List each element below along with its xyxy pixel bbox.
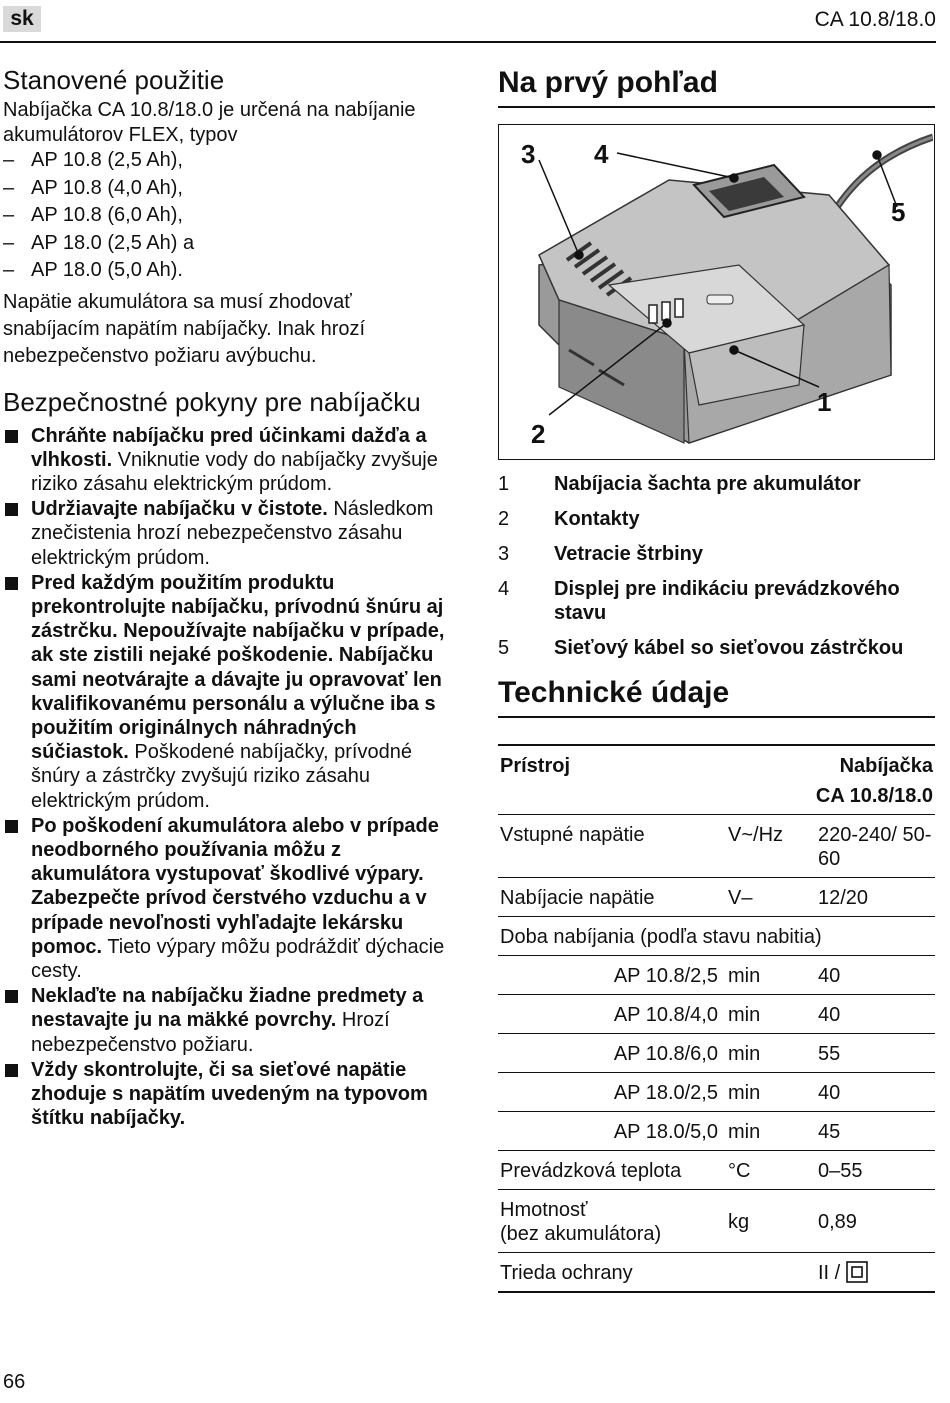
overview-title: Na prvý pohľad <box>498 64 935 108</box>
charger-illustration <box>499 125 933 458</box>
left-column <box>3 64 453 1131</box>
legend-item: 2 Kontakty <box>498 508 640 530</box>
table-cell: 45 <box>816 1112 935 1151</box>
protection-class-icon <box>846 1261 868 1283</box>
table-cell: 220-240/ 50-60 <box>816 815 935 878</box>
list-item: – AP 10.8 (4,0 Ah), <box>3 176 183 199</box>
table-cell: Nabíjacie napätie <box>498 878 726 917</box>
table-cell: AP 10.8/2,5 <box>498 956 726 995</box>
table-cell: min <box>726 995 816 1034</box>
table-cell: Trieda ochrany <box>498 1253 726 1293</box>
list-item: – AP 18.0 (2,5 Ah) a <box>3 231 195 254</box>
square-bullet-icon <box>5 1064 18 1077</box>
table-cell: II / <box>816 1253 935 1293</box>
table-cell: min <box>726 1112 816 1151</box>
legend-item: 1 Nabíjacia šachta pre akumulátor <box>498 473 861 495</box>
square-bullet-icon <box>5 577 18 590</box>
square-bullet-icon <box>5 503 18 516</box>
safety-item: Vždy skontrolujte, či sa sieťové napätie zhoduje s napätím uvedeným na typovom štítku nabíjačky. <box>3 1058 453 1131</box>
table-cell: V~/Hz <box>726 815 816 878</box>
tech-title: Technické údaje <box>498 674 935 718</box>
safety-item: Neklaďte na nabíjačku žiadne predmety a nestavajte ju na mäkké povrchy. Hrozí nebezpečenstvo požiaru. <box>3 984 453 1057</box>
table-row <box>498 995 935 1034</box>
table-row <box>498 784 935 815</box>
safety-title: Bezpečnostné pokyny pre nabíjačku <box>3 386 421 417</box>
table-cell: 0–55 <box>816 1151 935 1190</box>
header-rule <box>0 41 936 43</box>
table-cell: Nabíjačka <box>816 745 935 784</box>
table-cell: 40 <box>816 995 935 1034</box>
figure-legend <box>498 472 935 660</box>
safety-list <box>3 424 453 1131</box>
table-cell: AP 18.0/2,5 <box>498 1073 726 1112</box>
table-cell: min <box>726 956 816 995</box>
table-row <box>498 815 935 878</box>
table-cell: Prístroj <box>498 745 726 784</box>
legend-item: 3 Vetracie štrbiny <box>498 543 703 565</box>
table-row <box>498 878 935 917</box>
table-row <box>498 917 935 956</box>
intended-use-outro: Napätie akumulátora sa musí zhodovať snabíjacím napätím nabíjačky. Inak hrozí nebezpečenstvo požiaru avýbuchu. <box>3 290 366 367</box>
battery-list <box>3 147 453 285</box>
right-column <box>498 64 935 1293</box>
callout-2: 2 <box>531 419 546 449</box>
table-cell: Prevádzková teplota <box>498 1151 726 1190</box>
table-cell: min <box>726 1034 816 1073</box>
table-cell: min <box>726 1073 816 1112</box>
table-row <box>498 1073 935 1112</box>
square-bullet-icon <box>5 990 18 1003</box>
callout-1: 1 <box>817 387 832 417</box>
table-row <box>498 1253 935 1293</box>
table-cell: 40 <box>816 956 935 995</box>
page-number: 66 <box>3 1371 26 1393</box>
safety-item: Chráňte nabíjačku pred účinkami dažďa a vlhkosti. Vniknutie vody do nabíjačky zvyšuje riziko zásahu elektrickým prúdom. <box>3 424 453 497</box>
table-cell: kg <box>726 1190 816 1253</box>
table-cell: °C <box>726 1151 816 1190</box>
charger-figure <box>498 124 935 460</box>
callout-5: 5 <box>891 197 906 227</box>
table-row <box>498 956 935 995</box>
table-cell: Doba nabíjania (podľa stavu nabitia) <box>498 917 935 956</box>
legend-item: 5 Sieťový kábel so sieťovou zástrčkou <box>498 637 904 659</box>
model-header: CA 10.8/18.0 <box>814 8 936 31</box>
table-cell: AP 18.0/5,0 <box>498 1112 726 1151</box>
table-cell: Hmotnosť (bez akumulátora) <box>498 1190 726 1253</box>
table-cell: V– <box>726 878 816 917</box>
table-cell: 0,89 <box>816 1190 935 1253</box>
table-row <box>498 1112 935 1151</box>
callout-4: 4 <box>594 139 609 169</box>
list-item: – AP 10.8 (2,5 Ah), <box>3 149 183 171</box>
callout-3: 3 <box>521 139 536 169</box>
table-row <box>498 745 935 784</box>
table-cell: AP 10.8/6,0 <box>498 1034 726 1073</box>
table-cell: 12/20 <box>816 878 935 917</box>
table-cell: 40 <box>816 1073 935 1112</box>
square-bullet-icon <box>5 820 18 833</box>
table-cell: Vstupné napätie <box>498 815 726 878</box>
square-bullet-icon <box>5 430 18 443</box>
language-badge: sk <box>3 6 41 32</box>
safety-item: Po poškodení akumulátora alebo v prípade neodborného používania môžu z akumulátora vystupovať škodlivé výpary. Zabezpečte prívod čerstvého vzduchu a v prípade nevoľnosti vyhľadajte lekársku pomoc. Tieto výpary môžu podráždiť dýchacie cesty. <box>3 814 453 983</box>
table-row <box>498 1151 935 1190</box>
list-item: – AP 10.8 (6,0 Ah), <box>3 204 183 226</box>
tech-table <box>498 744 935 1293</box>
list-item: – AP 18.0 (5,0 Ah). <box>3 259 183 281</box>
safety-item: Pred každým použitím produktu prekontrolujte nabíjačku, prívodnú šnúru aj zástrčku. Nepoužívajte nabíjačku v prípade, ak ste zistili nejaké poškodenie. Nabíjačku sami neotvárajte a dávajte ju opravovať len kvalifikovanému personálu a výlučne iba s použitím originálnych náhradných súčiastok. Poškodené nabíjačky, prívodné šnúry a zástrčky zvyšujú riziko zásahu elektrickým prúdom. <box>3 571 453 813</box>
table-cell: 55 <box>816 1034 935 1073</box>
table-row <box>498 1190 935 1253</box>
table-row <box>498 1034 935 1073</box>
intended-use-intro: Nabíjačka CA 10.8/18.0 je určená na nabíjanie akumulátorov FLEX, typov <box>3 99 416 146</box>
table-cell: AP 10.8/4,0 <box>498 995 726 1034</box>
intended-use-title: Stanovené použitie <box>3 65 225 95</box>
table-cell: CA 10.8/18.0 <box>815 785 933 807</box>
legend-item: 4 Displej pre indikáciu prevádzkového stavu <box>498 578 900 624</box>
safety-item: Udržiavajte nabíjačku v čistote. Následkom znečistenia hrozí nebezpečenstvo zásahu elektrickým prúdom. <box>3 497 453 570</box>
